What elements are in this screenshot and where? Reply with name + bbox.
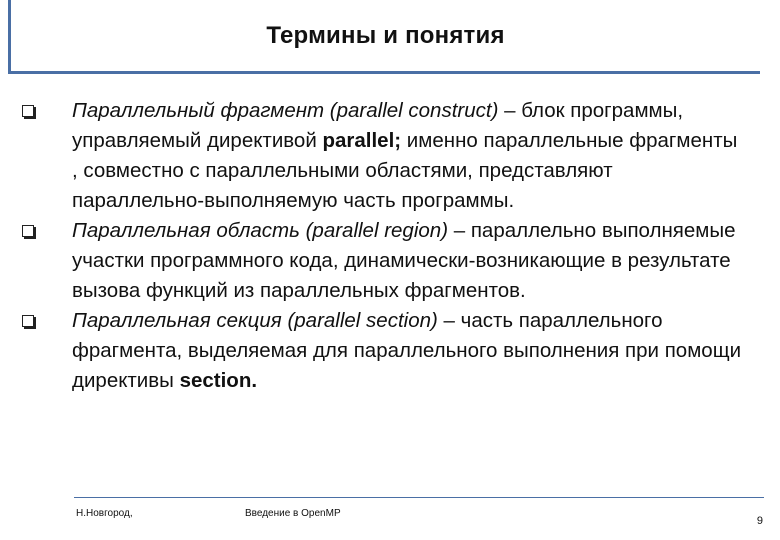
term-parallel-section: Параллельная секция (parallel section) <box>72 309 438 332</box>
definition-text: – часть параллельного фрагмента, выделяемая для параллельного выполнения при помощи директивы <box>72 309 742 392</box>
bullet-item-parallel-construct <box>22 96 742 216</box>
bullet-item-parallel-region <box>22 216 742 306</box>
footer-divider <box>74 497 764 498</box>
checkbox-bullet-icon <box>22 315 34 327</box>
term-parallel-region: Параллельная область (parallel region) <box>72 219 449 242</box>
definition-text: – блок программы, управляемый директивой <box>72 99 684 152</box>
bullet-item-parallel-section <box>22 306 742 396</box>
page-number: 9 <box>756 515 763 527</box>
footer-course-title: Введение в OpenMP <box>245 508 341 519</box>
definition-text: – параллельно выполняемые участки программного кода, динамически-возникающие в результате вызова функций из параллельных фрагментов. <box>72 219 736 302</box>
term-parallel-construct: Параллельный фрагмент (parallel construct) <box>72 99 499 122</box>
definition-text: именно параллельные фрагменты , совместно с параллельными областями, представляют параллельно-выполняемую часть программы. <box>72 129 738 212</box>
keyword-parallel: parallel; <box>322 129 402 152</box>
checkbox-bullet-icon <box>22 225 34 237</box>
footer-location: Н.Новгород, <box>76 508 133 519</box>
slide-title: Термины и понятия <box>266 22 505 49</box>
bullet-list <box>22 96 742 396</box>
keyword-section: section. <box>179 369 258 392</box>
checkbox-bullet-icon <box>22 105 34 117</box>
title-frame <box>8 0 760 74</box>
